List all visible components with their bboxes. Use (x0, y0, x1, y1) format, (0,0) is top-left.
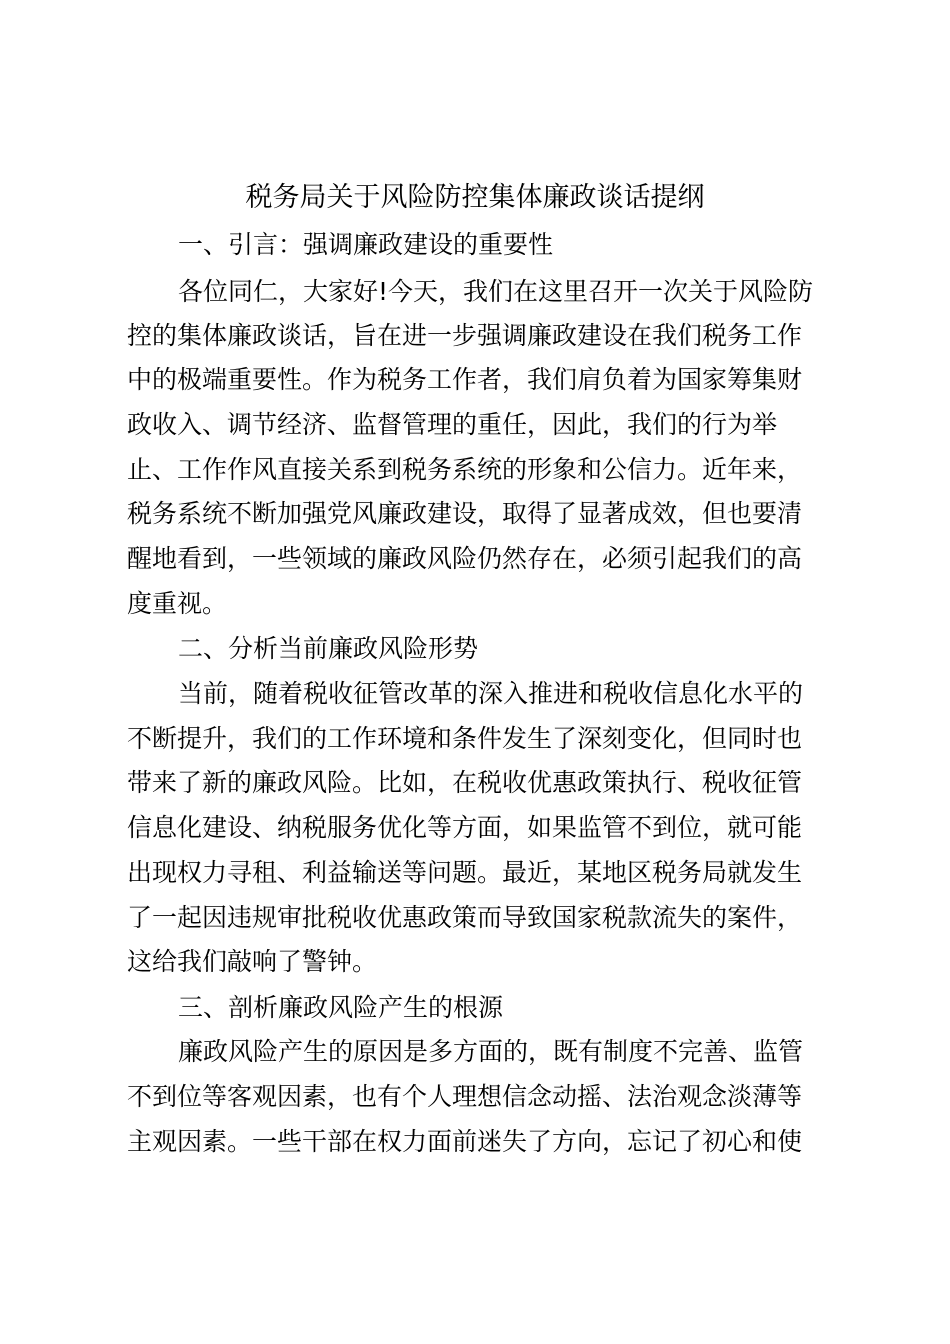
paragraph-line: 醒地看到，一些领域的廉政风险仍然存在，必须引起我们的高 (127, 544, 803, 573)
paragraph-line: 当前，随着税收征管改革的深入推进和税收信息化水平的 (178, 679, 804, 708)
paragraph-line: 不断提升，我们的工作环境和条件发生了深刻变化，但同时也 (127, 724, 803, 753)
document-title: 税务局关于风险防控集体廉政谈话提纲 (245, 182, 705, 213)
paragraph-line: 止、工作作风直接关系到税务系统的形象和公信力。近年来， (127, 455, 803, 484)
paragraph-line: 信息化建设、纳税服务优化等方面，如果监管不到位，就可能 (127, 813, 803, 842)
paragraph-line: 各位同仁，大家好!今天，我们在这里召开一次关于风险防 (178, 277, 814, 306)
paragraph-line: 度重视。 (127, 589, 228, 618)
section-heading-analysis: 二、分析当前廉政风险形势 (178, 634, 479, 663)
section-heading-root-causes: 三、剖析廉政风险产生的根源 (178, 993, 504, 1022)
paragraph-line: 这给我们敲响了警钟。 (127, 947, 378, 976)
paragraph-line: 了一起因违规审批税收优惠政策而导致国家税款流失的案件， (127, 903, 803, 932)
paragraph-line: 政收入、调节经济、监督管理的重任，因此，我们的行为举 (127, 410, 778, 439)
paragraph-line: 出现权力寻租、利益输送等问题。最近，某地区税务局就发生 (127, 858, 803, 887)
paragraph-line: 带来了新的廉政风险。比如，在税收优惠政策执行、税收征管 (127, 768, 803, 797)
paragraph-line: 中的极端重要性。作为税务工作者，我们肩负着为国家筹集财 (127, 365, 803, 394)
paragraph-line: 不到位等客观因素，也有个人理想信念动摇、法治观念淡薄等 (127, 1082, 803, 1111)
section-heading-intro: 一、引言：强调廉政建设的重要性 (178, 230, 554, 259)
paragraph-line: 廉政风险产生的原因是多方面的，既有制度不完善、监管 (178, 1037, 804, 1066)
paragraph-line: 主观因素。一些干部在权力面前迷失了方向，忘记了初心和使 (127, 1127, 803, 1156)
paragraph-line: 税务系统不断加强党风廉政建设，取得了显著成效，但也要清 (127, 499, 803, 528)
paragraph-line: 控的集体廉政谈话，旨在进一步强调廉政建设在我们税务工作 (127, 321, 803, 350)
